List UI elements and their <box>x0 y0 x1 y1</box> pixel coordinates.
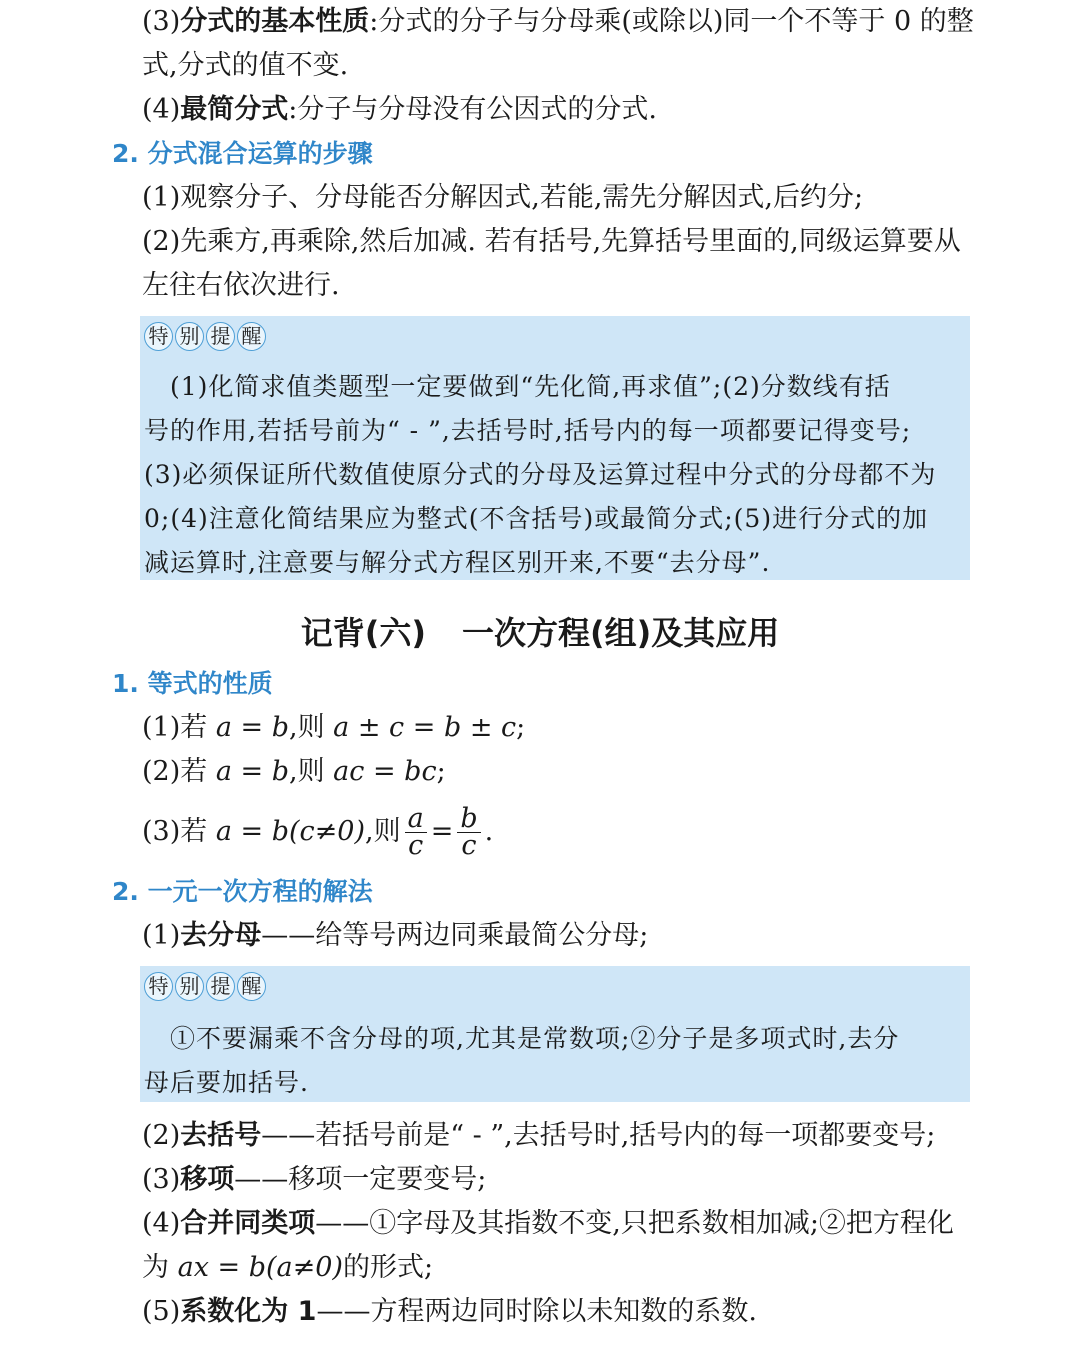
text: ,则 <box>289 712 334 743</box>
equality-property-3 <box>142 800 493 864</box>
reminder-line: 号的作用,若括号前为“ - ”,去括号时,括号内的每一项都要记得变号; <box>144 416 912 445</box>
item-number: (2) <box>142 1120 181 1151</box>
text: (2)若 <box>142 756 216 787</box>
badge-char: 醒 <box>237 972 266 1001</box>
property-line-4 <box>142 94 657 126</box>
property-text: :分子与分母没有公因式的分式. <box>288 94 657 125</box>
badge-char: 醒 <box>237 322 266 351</box>
reminder-line: (3)必须保证所代数值使原分式的分母及运算过程中分式的分母都不为 <box>144 460 937 489</box>
section-title <box>0 608 1080 654</box>
step-term: 去括号 <box>180 1120 262 1151</box>
badge-char: 别 <box>175 972 204 1001</box>
numerator: b <box>457 806 480 833</box>
solve-step-5 <box>142 1296 757 1328</box>
section-title-right: 一次方程(组)及其应用 <box>462 614 780 652</box>
math-expression: a ± c = b ± c <box>333 712 517 743</box>
equals-sign: = <box>430 816 454 847</box>
section-heading-linear-equation: 2. 一元一次方程的解法 <box>112 877 373 906</box>
badge-char: 提 <box>206 972 235 1001</box>
denominator: c <box>461 830 477 861</box>
math-expression: ac = bc <box>333 756 437 787</box>
math-expression: a = b <box>215 712 289 743</box>
math-expression: ax = b(a≠0) <box>177 1252 343 1283</box>
section-title-left: 记背(六) <box>300 614 426 652</box>
section-heading-mixed-ops: 2. 分式混合运算的步骤 <box>112 139 373 168</box>
property-line-3 <box>142 6 974 38</box>
step-text: ——移项一定要变号; <box>234 1164 487 1195</box>
section-heading-equality: 1. 等式的性质 <box>112 669 273 698</box>
denominator: c <box>408 830 424 861</box>
solve-step-4 <box>142 1208 954 1240</box>
text: ,则 <box>289 756 334 787</box>
equality-property-1 <box>142 712 525 744</box>
fraction-a-over-c <box>405 803 427 861</box>
step-2-cont: 左往右依次进行. <box>142 270 340 301</box>
text: ; <box>516 712 526 743</box>
step-text: ——给等号两边同乘最简公分母; <box>261 920 649 951</box>
text: ; <box>436 756 446 787</box>
step-term: 去分母 <box>180 920 262 951</box>
text: (1)若 <box>142 712 216 743</box>
fraction-b-over-c <box>457 803 480 861</box>
step-text: ——若括号前是“ - ”,去括号时,括号内的每一项都要变号; <box>261 1120 936 1151</box>
reminder-line: 减运算时,注意要与解分式方程区别开来,不要“去分母”. <box>144 548 771 577</box>
step-text: ——方程两边同时除以未知数的系数. <box>316 1296 758 1327</box>
step-term: 系数化为 1 <box>180 1296 317 1327</box>
item-number: (3) <box>142 6 181 37</box>
text: 为 <box>142 1252 178 1283</box>
reminder-line: (1)化简求值类题型一定要做到“先化简,再求值”;(2)分数线有括 <box>144 372 891 401</box>
reminder-line: 0;(4)注意化简结果应为整式(不含括号)或最简分式;(5)进行分式的加 <box>144 504 929 533</box>
solve-step-2 <box>142 1120 935 1152</box>
step-2: (2)先乘方,再乘除,然后加减. 若有括号,先算括号里面的,同级运算要从 <box>142 226 961 257</box>
reminder-box-1 <box>140 316 970 580</box>
item-number: (3) <box>142 1164 181 1195</box>
item-number: (4) <box>142 1208 181 1239</box>
reminder-line: ①不要漏乘不含分母的项,尤其是常数项;②分子是多项式时,去分 <box>144 1024 900 1053</box>
badge-char: 提 <box>206 322 235 351</box>
reminder-box-2 <box>140 966 970 1102</box>
item-number: (5) <box>142 1296 181 1327</box>
reminder-line: 母后要加括号. <box>144 1068 309 1097</box>
badge-char: 特 <box>144 972 173 1001</box>
solve-step-4-cont <box>142 1252 433 1284</box>
step-term: 合并同类项 <box>180 1208 316 1239</box>
text: 的形式; <box>342 1252 434 1283</box>
property-text: :分式的分子与分母乘(或除以)同一个不等于 0 的整 <box>369 6 974 37</box>
step-1: (1)观察分子、分母能否分解因式,若能,需先分解因式,后约分; <box>142 182 864 213</box>
text: (3)若 <box>142 816 216 847</box>
text: . <box>484 816 494 847</box>
reminder-badge <box>144 322 266 351</box>
item-number: (4) <box>142 94 181 125</box>
step-text: ——①字母及其指数不变,只把系数相加减;②把方程化 <box>315 1208 954 1239</box>
property-line-3-cont: 式,分式的值不变. <box>142 50 349 81</box>
term-basic-property: 分式的基本性质 <box>180 6 370 37</box>
equality-property-2 <box>142 756 446 788</box>
badge-char: 别 <box>175 322 204 351</box>
solve-step-3 <box>142 1164 486 1196</box>
math-expression: a = b(c≠0) <box>215 816 365 847</box>
term-simplest-fraction: 最简分式 <box>180 94 289 125</box>
math-expression: a = b <box>215 756 289 787</box>
numerator: a <box>405 806 427 833</box>
text: ,则 <box>365 816 401 847</box>
solve-step-1 <box>142 920 648 952</box>
step-term: 移项 <box>180 1164 235 1195</box>
badge-char: 特 <box>144 322 173 351</box>
reminder-badge <box>144 972 266 1001</box>
item-number: (1) <box>142 920 181 951</box>
